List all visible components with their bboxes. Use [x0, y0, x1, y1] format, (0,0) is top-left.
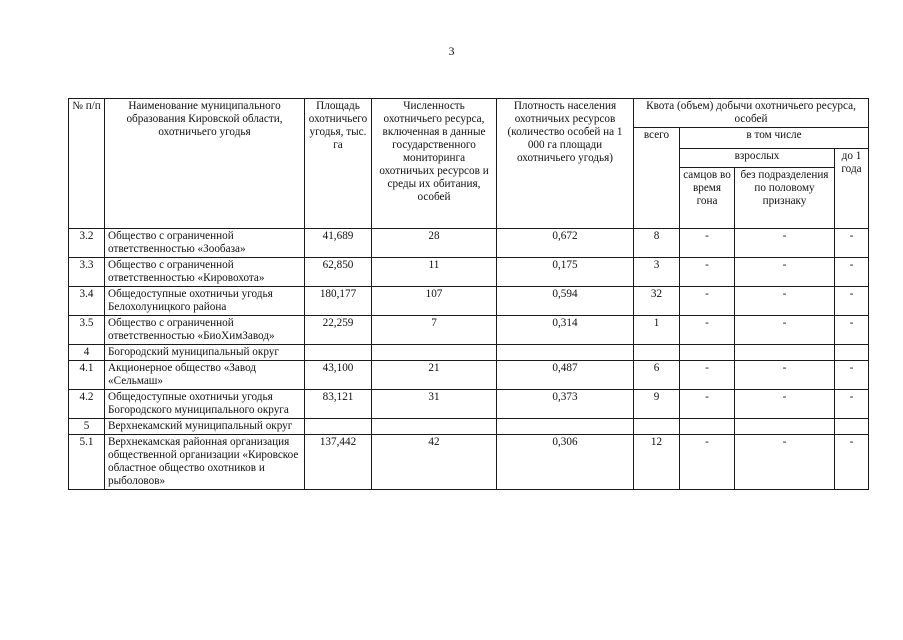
cell-count: 28 [372, 229, 497, 258]
header-area: Площадь охотничьего угодья, тыс. га [305, 99, 372, 229]
cell-num: 4 [69, 345, 105, 361]
table-row [69, 435, 869, 490]
cell-density: 0,672 [497, 229, 634, 258]
cell-count: 31 [372, 390, 497, 419]
cell-nosex: - [735, 361, 835, 390]
cell-males: - [680, 229, 735, 258]
cell-name: Общество с ограниченной ответственностью «Кировохота» [105, 258, 305, 287]
table-row [69, 390, 869, 419]
cell-males [680, 419, 735, 435]
cell-name: Общество с ограниченной ответственностью «Зообаза» [105, 229, 305, 258]
cell-under1: - [835, 435, 869, 490]
cell-count: 42 [372, 435, 497, 490]
cell-nosex: - [735, 435, 835, 490]
cell-density [497, 419, 634, 435]
table-row [69, 229, 869, 258]
cell-density [497, 345, 634, 361]
cell-num: 3.4 [69, 287, 105, 316]
cell-males: - [680, 390, 735, 419]
cell-total: 9 [634, 390, 680, 419]
cell-num: 3.5 [69, 316, 105, 345]
cell-density: 0,306 [497, 435, 634, 490]
header-nosex: без подразделения по половому признаку [735, 168, 835, 229]
cell-under1: - [835, 316, 869, 345]
table-header [69, 99, 869, 229]
cell-nosex: - [735, 287, 835, 316]
cell-name: Акционерное общество «Завод «Сельмаш» [105, 361, 305, 390]
cell-total: 6 [634, 361, 680, 390]
cell-area [305, 419, 372, 435]
cell-area: 83,121 [305, 390, 372, 419]
cell-total: 32 [634, 287, 680, 316]
cell-under1: - [835, 361, 869, 390]
cell-name: Верхнекамский муниципальный округ [105, 419, 305, 435]
table-row [69, 287, 869, 316]
cell-total: 3 [634, 258, 680, 287]
cell-males: - [680, 361, 735, 390]
cell-total: 1 [634, 316, 680, 345]
cell-density: 0,487 [497, 361, 634, 390]
header-num: № п/п [69, 99, 105, 229]
cell-name: Общество с ограниченной ответственностью «БиоХимЗавод» [105, 316, 305, 345]
cell-nosex [735, 345, 835, 361]
cell-males [680, 345, 735, 361]
cell-area: 41,689 [305, 229, 372, 258]
cell-nosex: - [735, 390, 835, 419]
cell-density: 0,314 [497, 316, 634, 345]
cell-males: - [680, 258, 735, 287]
table-row [69, 316, 869, 345]
cell-density: 0,373 [497, 390, 634, 419]
cell-under1: - [835, 258, 869, 287]
header-including: в том числе [680, 128, 869, 149]
cell-under1 [835, 345, 869, 361]
table-row [69, 258, 869, 287]
cell-num: 4.2 [69, 390, 105, 419]
header-total: всего [634, 128, 680, 229]
cell-name: Верхнекамская районная организация общественной организации «Кировское областное общество охотников и рыболовов» [105, 435, 305, 490]
header-count: Численность охотничьего ресурса, включенная в данные государственного мониторинга охотничьих ресурсов и среды их обитания, особей [372, 99, 497, 229]
cell-under1: - [835, 390, 869, 419]
table-body [69, 229, 869, 490]
cell-num: 5 [69, 419, 105, 435]
header-adults: взрослых [680, 149, 835, 168]
table-row [69, 345, 869, 361]
cell-area: 43,100 [305, 361, 372, 390]
cell-area: 22,259 [305, 316, 372, 345]
cell-total: 12 [634, 435, 680, 490]
cell-count [372, 345, 497, 361]
cell-count: 11 [372, 258, 497, 287]
cell-count: 107 [372, 287, 497, 316]
cell-total: 8 [634, 229, 680, 258]
table-row [69, 361, 869, 390]
cell-males: - [680, 435, 735, 490]
cell-count: 7 [372, 316, 497, 345]
cell-males: - [680, 316, 735, 345]
cell-num: 5.1 [69, 435, 105, 490]
cell-males: - [680, 287, 735, 316]
cell-density: 0,594 [497, 287, 634, 316]
cell-nosex [735, 419, 835, 435]
header-quota: Квота (объем) добычи охотничьего ресурса, особей [634, 99, 869, 128]
cell-area: 62,850 [305, 258, 372, 287]
cell-num: 3.3 [69, 258, 105, 287]
cell-area [305, 345, 372, 361]
cell-total [634, 419, 680, 435]
page-number: 3 [448, 44, 455, 58]
cell-nosex: - [735, 316, 835, 345]
cell-under1 [835, 419, 869, 435]
cell-under1: - [835, 229, 869, 258]
cell-area: 137,442 [305, 435, 372, 490]
cell-area: 180,177 [305, 287, 372, 316]
cell-under1: - [835, 287, 869, 316]
cell-count: 21 [372, 361, 497, 390]
cell-density: 0,175 [497, 258, 634, 287]
header-under1: до 1 года [835, 149, 869, 229]
cell-num: 4.1 [69, 361, 105, 390]
quota-table [68, 98, 869, 490]
header-males: самцов во время гона [680, 168, 735, 229]
header-density: Плотность населения охотничьих ресурсов (количество особей на 1 000 га площади охотничьего угодья) [497, 99, 634, 229]
cell-nosex: - [735, 229, 835, 258]
cell-name: Общедоступные охотничьи угодья Богородского муниципального округа [105, 390, 305, 419]
cell-num: 3.2 [69, 229, 105, 258]
table-row [69, 419, 869, 435]
cell-nosex: - [735, 258, 835, 287]
cell-name: Богородский муниципальный округ [105, 345, 305, 361]
cell-name: Общедоступные охотничьи угодья Белохолуницкого района [105, 287, 305, 316]
cell-count [372, 419, 497, 435]
header-name: Наименование муниципального образования Кировской области, охотничьего угодья [105, 99, 305, 229]
cell-total [634, 345, 680, 361]
